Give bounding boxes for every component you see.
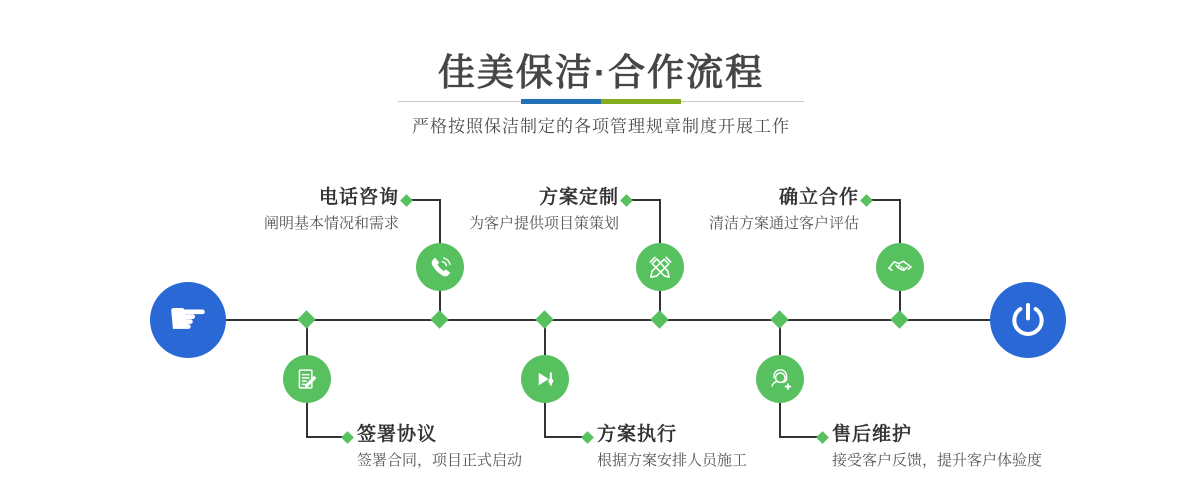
play-next-icon [532,366,558,392]
timeline-node-diamond [430,310,448,328]
step-label-phone [264,187,399,233]
divider-accent-blue [521,99,601,104]
step-label-execute [597,424,747,470]
divider-accent-green [601,99,681,104]
step-desc: 接受客户反馈，提升客户体验度 [832,452,1043,469]
step-title: 电话咨询 [318,187,399,208]
step-node-execute [521,355,569,403]
end-node [990,282,1066,358]
step-node-design [636,243,684,291]
phone-icon [427,254,454,281]
label-diamond [620,194,633,207]
page-title: 佳美保洁·合作流程 [437,52,765,93]
label-diamond [400,194,413,207]
step-desc: 签署合同，项目正式启动 [357,452,523,469]
step-node-aftersales [756,355,804,403]
label-diamond [816,431,829,444]
start-node [150,282,226,358]
step-label-contract [357,424,522,470]
step-node-contract [283,355,331,403]
pencil-ruler-icon [647,254,674,281]
timeline-node-diamond [650,310,668,328]
step-node-cooperation [876,243,924,291]
label-diamond [860,194,873,207]
step-title: 方案定制 [538,187,619,208]
timeline-node-diamond [770,310,788,328]
step-title: 签署协议 [357,424,438,445]
timeline-node-diamond [890,310,908,328]
contract-sign-icon [294,366,320,392]
step-desc: 根据方案安排人员施工 [597,452,748,469]
step-label-design [469,187,619,233]
step-label-aftersales [832,424,1042,470]
label-diamond [341,431,354,444]
step-title: 确立合作 [778,187,859,208]
step-desc: 为客户提供项目策策划 [468,215,619,232]
handshake-icon [886,253,914,281]
step-title: 售后维护 [832,424,913,445]
label-diamond [581,431,594,444]
step-node-phone [416,243,464,291]
headset-plus-icon [767,366,794,393]
power-icon [1008,300,1048,340]
timeline-main-line [224,319,993,321]
step-title: 方案执行 [597,424,678,445]
page-subtitle: 严格按照保洁制定的各项管理规章制度开展工作 [412,117,790,136]
divider-accent [521,99,681,104]
step-label-cooperation [709,187,859,233]
hand-pointing-icon: ☛ [167,291,209,345]
step-desc: 阐明基本情况和需求 [263,215,399,232]
timeline-node-diamond [535,310,553,328]
step-desc: 清洁方案通过客户评估 [708,215,859,232]
timeline-node-diamond [297,310,315,328]
